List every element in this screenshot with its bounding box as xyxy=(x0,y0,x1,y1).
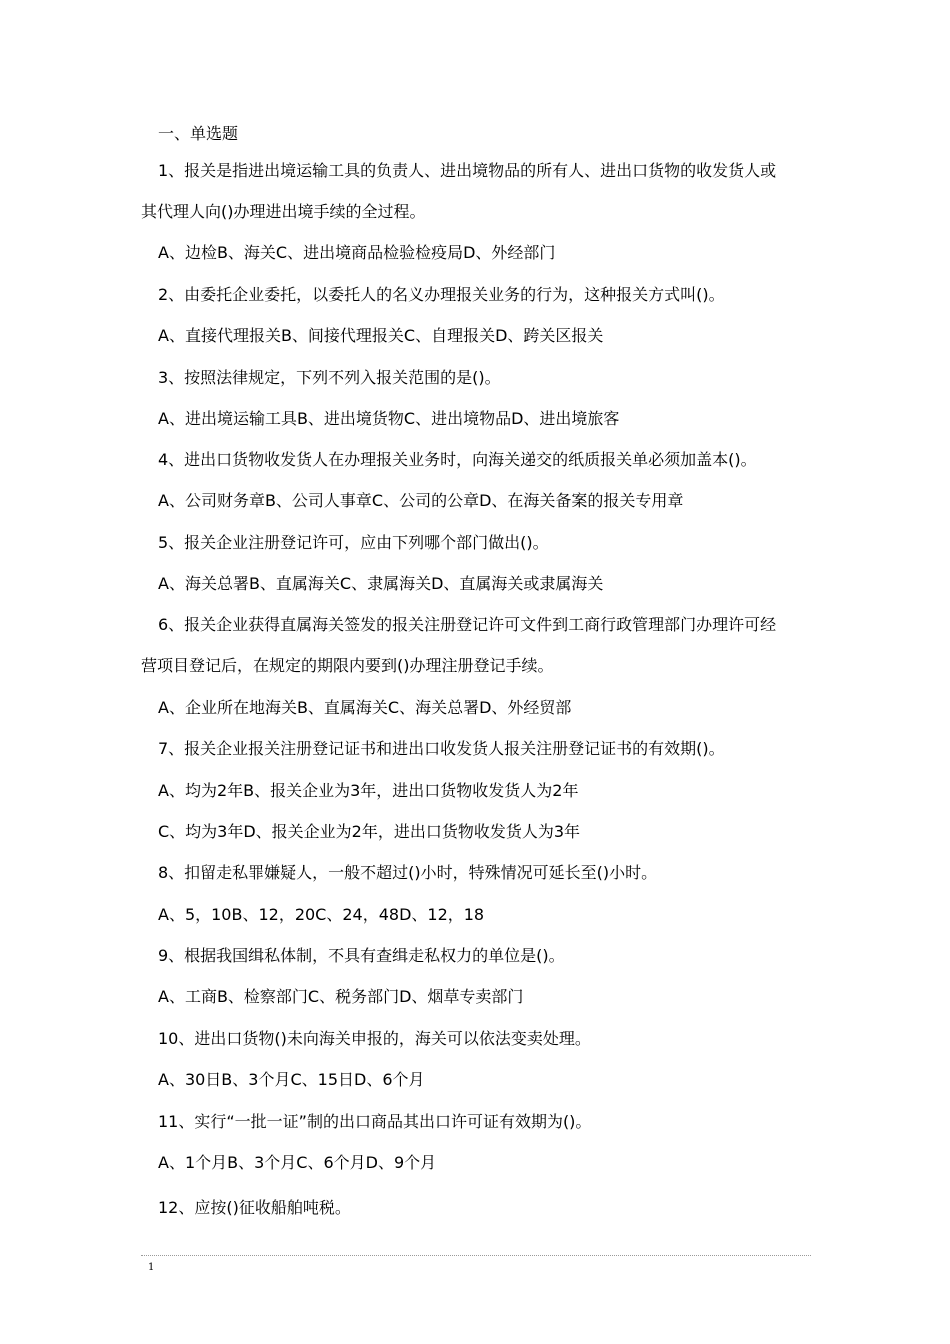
question-7: 7、报关企业报关注册登记证书和进出口收发货人报关注册登记证书的有效期()。 xyxy=(158,739,725,758)
question-5-options: A、海关总署B、直属海关C、隶属海关D、直属海关或隶属海关 xyxy=(158,574,604,593)
question-12: 12、应按()征收船舶吨税。 xyxy=(158,1198,351,1217)
question-9-options: A、工商B、检察部门C、税务部门D、烟草专卖部门 xyxy=(158,987,524,1006)
question-10-options: A、30日B、3个月C、15日D、6个月 xyxy=(158,1070,425,1089)
question-1-options: A、边检B、海关C、进出境商品检验检疫局D、外经部门 xyxy=(158,243,556,262)
question-2: 2、由委托企业委托，以委托人的名义办理报关业务的行为，这种报关方式叫()。 xyxy=(158,285,725,304)
question-8-options: A、5，10B、12，20C、24，48D、12，18 xyxy=(158,905,485,924)
question-6-line-1: 6、报关企业获得直属海关签发的报关注册登记许可文件到工商行政管理部门办理许可经 xyxy=(158,615,777,634)
question-4: 4、进出口货物收发货人在办理报关业务时，向海关递交的纸质报关单必须加盖本()。 xyxy=(158,450,757,469)
question-10: 10、进出口货物()未向海关申报的，海关可以依法变卖处理。 xyxy=(158,1029,591,1048)
question-2-options: A、直接代理报关B、间接代理报关C、自理报关D、跨关区报关 xyxy=(158,326,604,345)
question-4-options: A、公司财务章B、公司人事章C、公司的公章D、在海关备案的报关专用章 xyxy=(158,491,684,510)
question-11: 11、实行“一批一证”制的出口商品其出口许可证有效期为()。 xyxy=(158,1112,592,1131)
question-1-line-1: 1、报关是指进出境运输工具的负责人、进出境物品的所有人、进出口货物的收发货人或 xyxy=(158,161,777,180)
question-1-line-2: 其代理人向()办理进出境手续的全过程。 xyxy=(141,202,426,221)
question-6-options: A、企业所在地海关B、直属海关C、海关总署D、外经贸部 xyxy=(158,698,572,717)
question-6-line-2: 营项目登记后，在规定的期限内要到()办理注册登记手续。 xyxy=(141,656,554,675)
question-11-options: A、1个月B、3个月C、6个月D、9个月 xyxy=(158,1153,437,1172)
question-5: 5、报关企业注册登记许可，应由下列哪个部门做出()。 xyxy=(158,533,549,552)
footer-divider xyxy=(141,1255,811,1256)
section-heading: 一、单选题 xyxy=(158,124,239,143)
question-7-options-line-1: A、均为2年B、报关企业为3年，进出口货物收发货人为2年 xyxy=(158,781,579,800)
question-7-options-line-2: C、均为3年D、报关企业为2年，进出口货物收发货人为3年 xyxy=(158,822,581,841)
question-3-options: A、进出境运输工具B、进出境货物C、进出境物品D、进出境旅客 xyxy=(158,409,620,428)
page-number: 1 xyxy=(148,1262,155,1273)
question-3: 3、按照法律规定，下列不列入报关范围的是()。 xyxy=(158,368,501,387)
question-8: 8、扣留走私罪嫌疑人，一般不超过()小时，特殊情况可延长至()小时。 xyxy=(158,863,658,882)
question-9: 9、根据我国缉私体制，不具有查缉走私权力的单位是()。 xyxy=(158,946,565,965)
